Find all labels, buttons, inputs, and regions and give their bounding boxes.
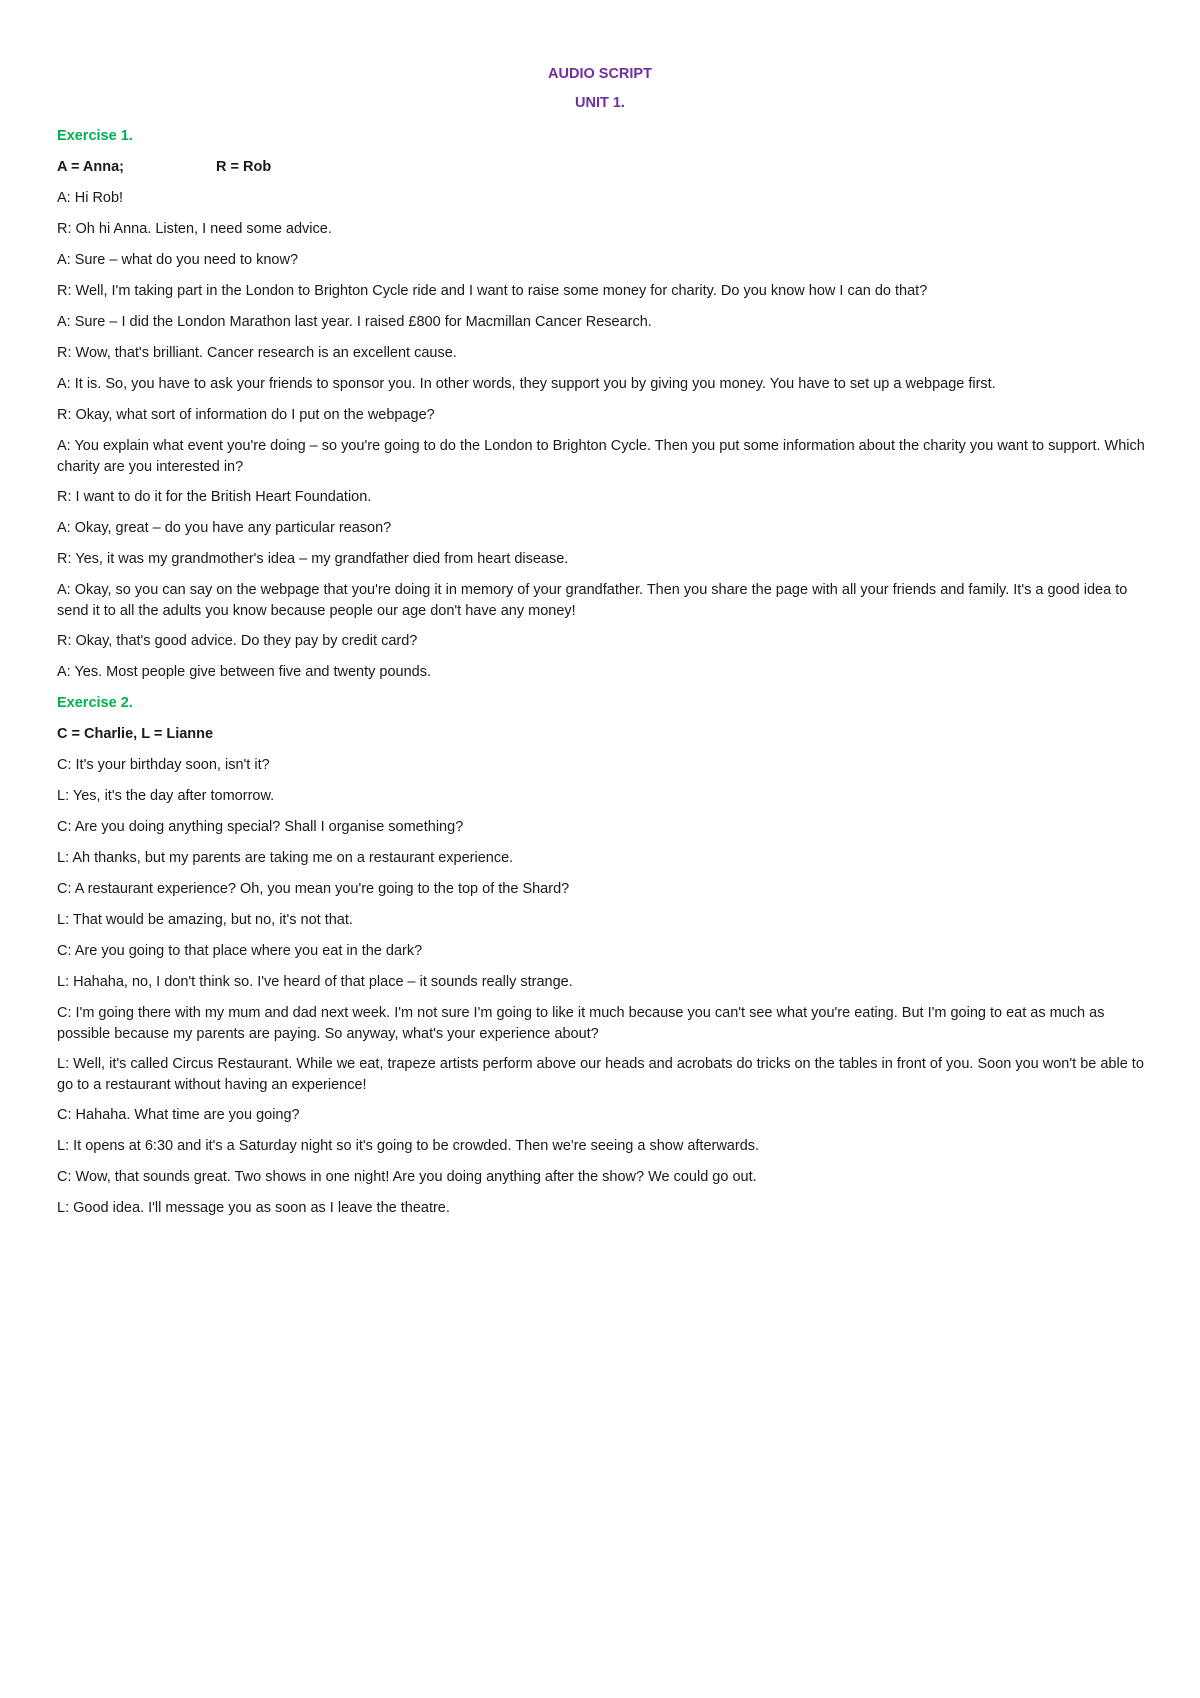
dialogue-line: L: Ah thanks, but my parents are taking me on a restaurant experience.: [57, 850, 514, 866]
dialogue-line: A: You explain what event you're doing – so you're going to do the London to Brighton Cycle. Then you put some information about the charity you want to support. Which charity are you interested in?: [57, 438, 1145, 475]
dialogue-line: R: Okay, what sort of information do I put on the webpage?: [57, 407, 435, 423]
dialogue-line: R: Yes, it was my grandmother's idea – my grandfather died from heart disease.: [57, 551, 569, 567]
script-body: [57, 126, 1152, 1229]
dialogue-line: A: Yes. Most people give between five and twenty pounds.: [57, 664, 432, 680]
dialogue-line: L: It opens at 6:30 and it's a Saturday night so it's going to be crowded. Then we're seeing a show afterwards.: [57, 1138, 760, 1154]
dialogue-line: R: Okay, that's good advice. Do they pay by credit card?: [57, 633, 418, 649]
dialogue-line: A: Okay, great – do you have any particular reason?: [57, 520, 392, 536]
document-title: AUDIO SCRIPT: [548, 66, 652, 82]
exercise-2-heading: Exercise 2.: [57, 695, 133, 711]
dialogue-line: A: Hi Rob!: [57, 190, 124, 206]
dialogue-line: C: Hahaha. What time are you going?: [57, 1107, 300, 1123]
dialogue-line: L: Hahaha, no, I don't think so. I've heard of that place – it sounds really strange.: [57, 974, 573, 990]
dialogue-line: R: I want to do it for the British Heart Foundation.: [57, 489, 372, 505]
dialogue-line: R: Wow, that's brilliant. Cancer research is an excellent cause.: [57, 345, 457, 361]
dialogue-line: C: I'm going there with my mum and dad next week. I'm not sure I'm going to like it much because you can't see what you're eating. But I'm going to eat as much as possible because my parents are paying. So anyway, what's your experience about?: [57, 1005, 1105, 1042]
dialogue-line: L: That would be amazing, but no, it's not that.: [57, 912, 353, 928]
dialogue-line: R: Well, I'm taking part in the London to Brighton Cycle ride and I want to raise some money for charity. Do you know how I can do that?: [57, 283, 928, 299]
dialogue-line: L: Yes, it's the day after tomorrow.: [57, 788, 275, 804]
dialogue-line: A: Sure – I did the London Marathon last year. I raised £800 for Macmillan Cancer Research.: [57, 314, 652, 330]
dialogue-line: C: It's your birthday soon, isn't it?: [57, 757, 270, 773]
dialogue-line: A: Okay, so you can say on the webpage that you're doing it in memory of your grandfather. Then you share the page with all your friends and family. It's a good idea to send it to all the adults you know because people our age don't have any money!: [57, 582, 1128, 619]
exercise-1-heading: Exercise 1.: [57, 128, 133, 144]
dialogue-line: A: Sure – what do you need to know?: [57, 252, 299, 268]
speaker-a-key: A = Anna;: [57, 159, 124, 175]
speaker-b-key: R = Rob: [216, 159, 272, 175]
exercise-2-speaker-key: C = Charlie, L = Lianne: [57, 726, 214, 742]
dialogue-line: C: A restaurant experience? Oh, you mean you're going to the top of the Shard?: [57, 881, 570, 897]
exercise-1-speaker-key: [57, 157, 1152, 178]
dialogue-line: L: Well, it's called Circus Restaurant. While we eat, trapeze artists perform above our heads and acrobats do tricks on the tables in front of you. Soon you won't be able to go to a restaurant without having an experience!: [57, 1056, 1144, 1093]
unit-heading: UNIT 1.: [575, 95, 625, 111]
dialogue-line: C: Wow, that sounds great. Two shows in one night! Are you doing anything after the show? We could go out.: [57, 1169, 757, 1185]
dialogue-line: C: Are you going to that place where you eat in the dark?: [57, 943, 423, 959]
dialogue-line: R: Oh hi Anna. Listen, I need some advice.: [57, 221, 332, 237]
dialogue-line: A: It is. So, you have to ask your friends to sponsor you. In other words, they support you by giving you money. You have to set up a webpage first.: [57, 376, 996, 392]
dialogue-line: C: Are you doing anything special? Shall I organise something?: [57, 819, 464, 835]
dialogue-line: L: Good idea. I'll message you as soon as I leave the theatre.: [57, 1200, 450, 1216]
